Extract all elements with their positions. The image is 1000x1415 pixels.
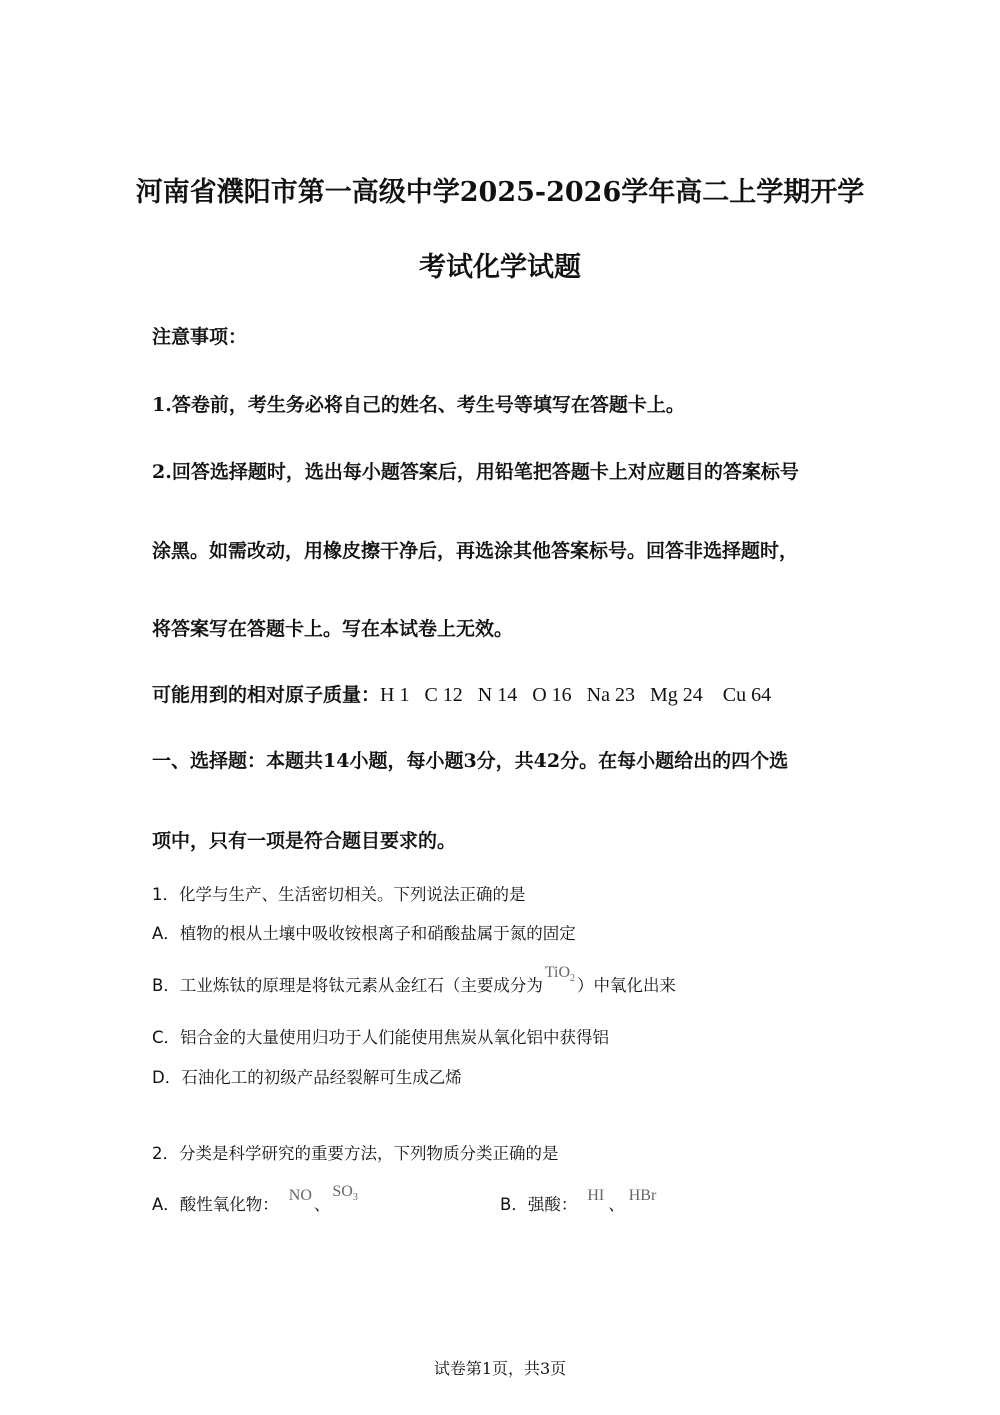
notice-item-1: 1.答卷前，考生务必将自己的姓名、考生号等填写在答题卡上。 <box>152 394 685 416</box>
q1-option-b-tail: ）中氧化出来 <box>577 976 677 995</box>
q1-option-b-text: B．工业炼钛的原理是将钛元素从金红石（主要成分为 <box>152 976 543 995</box>
atomic-mass-values: H 1 C 12 N 14 O 16 Na 23 Mg 24 Cu 64 <box>380 684 772 706</box>
notice-item-2-line3: 将答案写在答题卡上。写在本试卷上无效。 <box>152 618 514 640</box>
q2-formula-so3: $SO_3$ <box>332 1183 358 1204</box>
q1-option-c: C．铝合金的大量使用归功于人们能使用焦炭从氧化铝中获得铝 <box>152 1028 610 1047</box>
q2-formula-hbr: HBr <box>628 1187 657 1204</box>
exam-title-line2: 考试化学试题 <box>419 252 581 283</box>
q2-stem: 2．分类是科学研究的重要方法，下列物质分类正确的是 <box>152 1144 559 1163</box>
q2-formula-hi: HI <box>587 1187 605 1204</box>
atomic-mass-line <box>152 680 771 707</box>
section1-line2: 项中，只有一项是符合题目要求的。 <box>152 830 457 852</box>
exam-title-line1: 河南省濮阳市第一高级中学2025-2026学年高二上学期开学 <box>135 177 865 208</box>
notice-item-2-line2: 涂黑。如需改动，用橡皮擦干净后，再选涂其他答案标号。回答非选择题时， <box>152 540 799 562</box>
q2-option-a-label: A．酸性氧化物： <box>152 1195 279 1214</box>
q2-option-b-label: B．强酸： <box>500 1195 578 1214</box>
notice-heading: 注意事项： <box>152 326 248 348</box>
notice-item-2-line1: 2.回答选择题时，选出每小题答案后，用铅笔把答题卡上对应题目的答案标号 <box>152 461 799 483</box>
q1-stem: 1．化学与生产、生活密切相关。下列说法正确的是 <box>152 885 526 904</box>
atomic-mass-label: 可能用到的相对原子质量： <box>152 684 381 706</box>
page-footer: 试卷第1页，共3页 <box>433 1359 567 1378</box>
q1-option-d: D．石油化工的初级产品经裂解可生成乙烯 <box>152 1068 462 1087</box>
q1-option-a: A．植物的根从土壤中吸收铵根离子和硝酸盐属于氮的固定 <box>152 924 576 943</box>
section1-line1: 一、选择题：本题共14小题，每小题3分，共42分。在每小题给出的四个选 <box>152 750 789 772</box>
q2-option-a: A．酸性氧化物： NO 、$SO_3$ <box>152 1183 358 1214</box>
q1-option-b <box>152 964 677 998</box>
q1-formula-tio2: TiO$_2$ <box>544 964 576 985</box>
q2-formula-no: NO <box>288 1187 312 1204</box>
q2-option-b: B．强酸： HI 、 HBr <box>500 1187 657 1214</box>
